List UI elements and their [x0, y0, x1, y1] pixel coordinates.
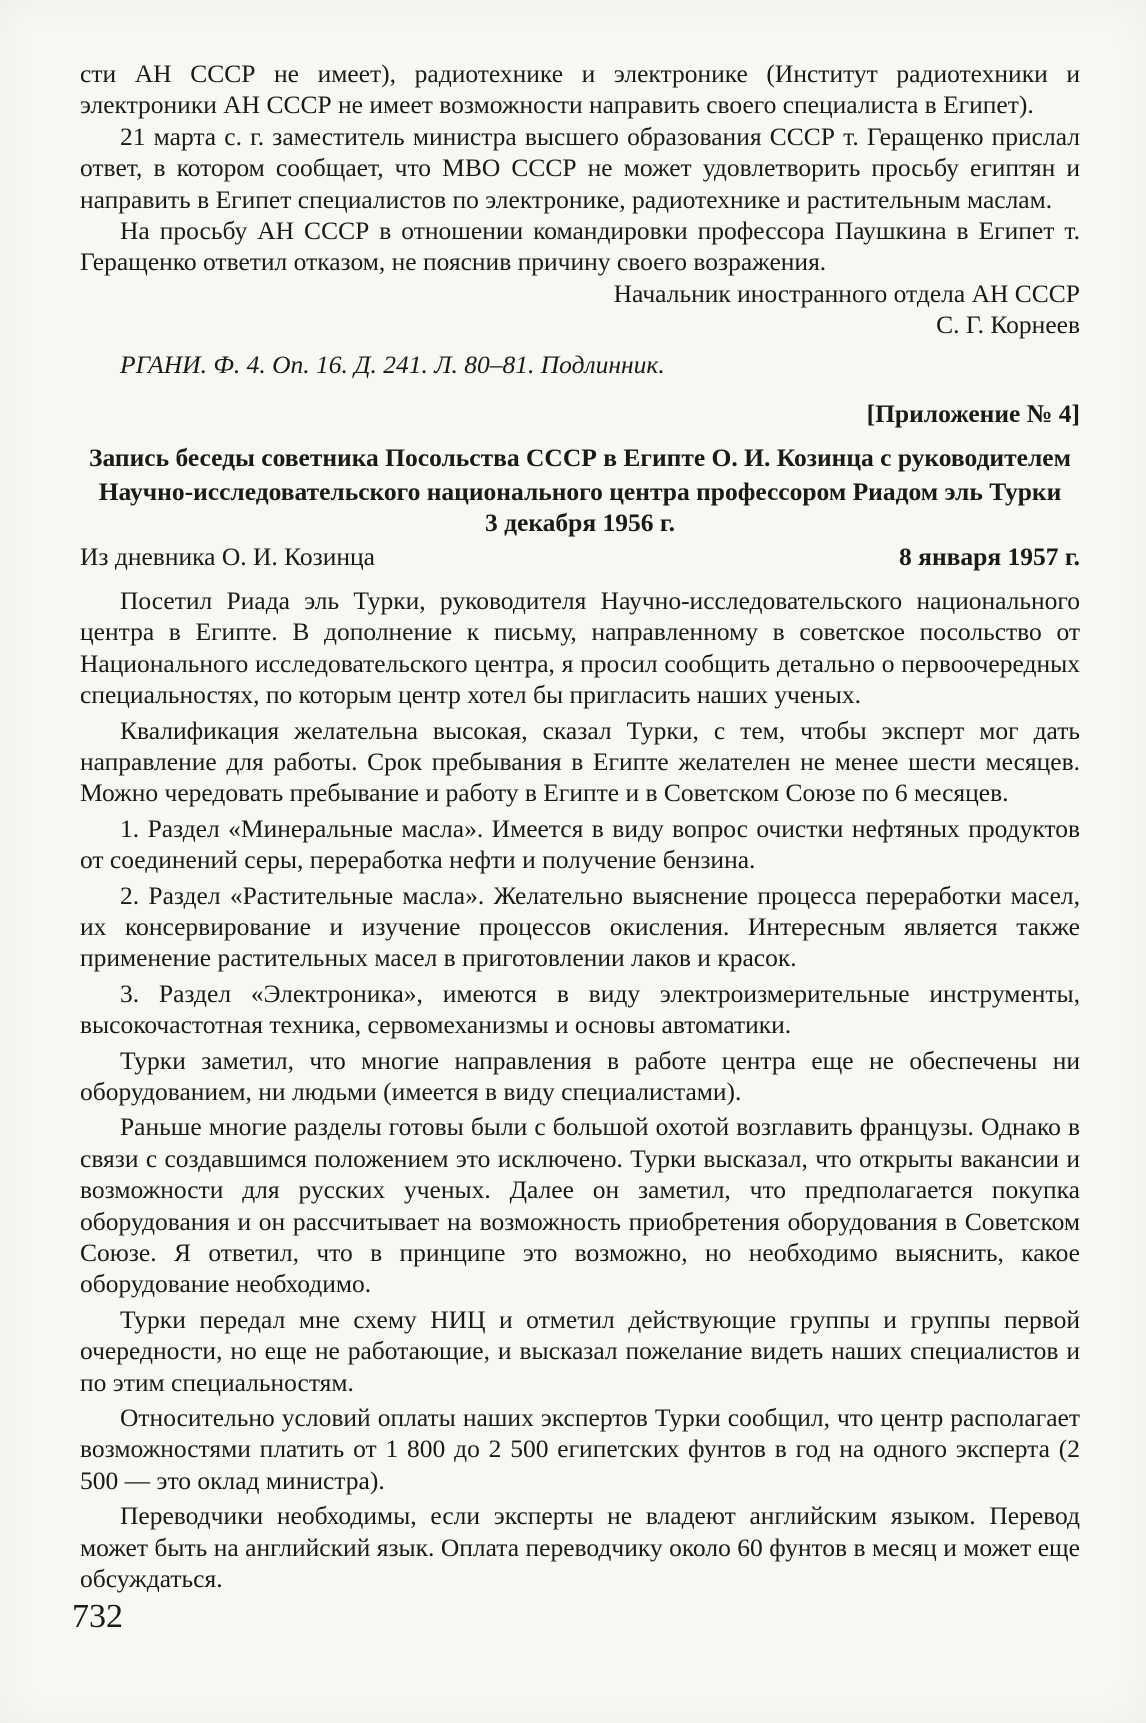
body-paragraph: 3. Раздел «Электроника», имеются в виду электроизмерительные инструменты, высокочастотная техника, сервомеханизмы и основы автоматики. [80, 978, 1080, 1040]
body-paragraph: Посетил Риада эль Турки, руководителя Научно-исследовательского национального центра в Египте. В дополнение к письму, направленному в советское посольство от Национального исследовательского центра, я просил сообщить детально о первоочередных специальностях, по которым центр хотел бы пригласить наших ученых. [80, 585, 1080, 710]
signature-position: Начальник иностранного отдела АН СССР [613, 278, 1080, 308]
body-paragraph: Турки заметил, что многие направления в работе центра еще не обеспечены ни оборудованием, ни людьми (имеется в виду специалистами). [80, 1045, 1080, 1106]
body-paragraph: 1. Раздел «Минеральные масла». Имеется в виду вопрос очистки нефтяных продуктов от соединений серы, переработка нефти и получение бензина. [80, 813, 1080, 875]
diary-date: 8 января 1957 г. [899, 542, 1080, 572]
document-date: 3 декабря 1956 г. [485, 508, 675, 538]
body-paragraph: Турки передал мне схему НИЦ и отметил действующие группы и группы первой очередности, но еще не работающие, и высказал пожелание видеть наших специалистов и по этим специальностям. [80, 1304, 1080, 1397]
page-content [80, 58, 1080, 1594]
body-paragraph: 2. Раздел «Растительные масла». Желательно выяснение процесса переработки масел, их консервирование и изучение процессов окисления. Интересным является также применение растительных масел в приготовлении лаков и красок. [80, 880, 1080, 973]
body-paragraph: Квалификация желательна высокая, сказал Турки, с тем, чтобы эксперт мог дать направление для работы. Срок пребывания в Египте желателен не менее шести месяцев. Можно чередовать пребывание и работу в Египте и в Советском Союзе по 6 месяцев. [80, 715, 1080, 808]
diary-meta-row [80, 541, 1080, 572]
appendix-label: [Приложение № 4] [866, 399, 1080, 429]
page-number: 732 [72, 1598, 123, 1635]
body-paragraph: Раньше многие разделы готовы были с большой охотой возглавить французы. Однако в связи с создавшимся положением это исключено. Турки высказал, что открыты вакансии и возможности для русских ученых. Далее он заметил, что предполагается покупка оборудования и он рассчитывает на возможность приобретения оборудования в Советском Союзе. Я ответил, что в принципе это возможно, но необходимо выяснить, какое оборудование необходимо. [80, 1112, 1080, 1299]
signature-name: С. Г. Корнеев [936, 310, 1080, 340]
intro-paragraph: На просьбу АН СССР в отношении командировки профессора Паушкина в Египет т. Геращенко ответил отказом, не пояснив причину своего возражения. [80, 216, 1080, 277]
body-paragraph: Относительно условий оплаты наших экспертов Турки сообщил, что центр располагает возможностями платить от 1 800 до 2 500 египетских фунтов в год на одного эксперта (2 500 — это оклад министра). [80, 1403, 1080, 1495]
document-title: Запись беседы советника Посольства СССР в Египте О. И. Козинца с руководителем Научно-исследовательского национального центра профессором Риадом эль Турки [89, 443, 1071, 507]
intro-paragraph: сти АН СССР не имеет), радиотехнике и электронике (Институт радиотехники и электроники АН СССР не имеет возможности направить своего специалиста в Египет). [80, 59, 1080, 120]
body-paragraph: Переводчики необходимы, если эксперты не владеют английским языком. Перевод может быть на английский язык. Оплата переводчику около 60 фунтов в месяц и может еще обсуждаться. [80, 1501, 1080, 1594]
diary-source: Из дневника О. И. Козинца [80, 542, 375, 572]
archive-source-reference: РГАНИ. Ф. 4. Оп. 16. Д. 241. Л. 80–81. Подлинник. [120, 349, 665, 379]
intro-paragraph: 21 марта с. г. заместитель министра высшего образования СССР т. Геращенко прислал ответ, в котором сообщает, что МВО СССР не может удовлетворить просьбу египтян и направить в Египет специалистов по электронике, радиотехнике и растительным маслам. [80, 121, 1080, 214]
